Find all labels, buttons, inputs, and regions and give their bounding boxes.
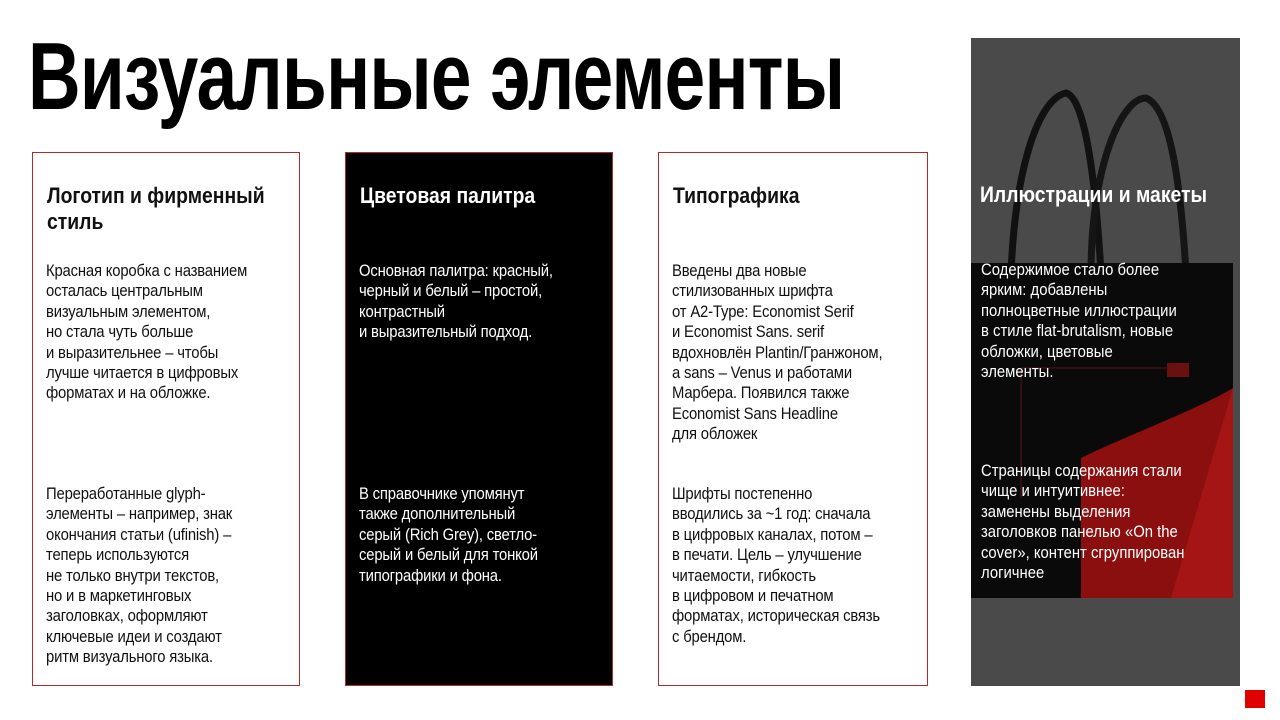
card-paragraph: Красная коробка с названием осталась центральным визуальным элементом, но стала чуть больше и выразительнее – чтобы лучше читается в цифровых форматах и на обложке. xyxy=(46,262,248,403)
card-color-palette xyxy=(345,152,613,686)
card-paragraph: Введены два новые стилизованных шрифта от A2-Type: Economist Serif и Economist Sans. serif вдохновлён Plantin/Гранжоном, a sans – Venus и работами Марбера. Появился также Economist Sans Headline для обложек xyxy=(672,262,883,444)
card-paragraph: Основная палитра: красный, черный и белый – простой, контрастный и выразительный подход. xyxy=(359,262,553,342)
slide-title: Визуальные элементы xyxy=(28,23,845,130)
card-heading: Цветовая палитра xyxy=(360,183,536,208)
accent-square xyxy=(1245,690,1265,708)
card-illustrations-layouts xyxy=(971,38,1240,686)
card-paragraph: Содержимое стало более ярким: добавлены полноцветные иллюстрации в стиле flat-brutalism, новые обложки, цветовые элементы. xyxy=(981,261,1177,382)
card-paragraph: Страницы содержания стали чище и интуитивнее: заменены выделения заголовков панелью «On the cover», контент сгруппирован логичнее xyxy=(981,462,1185,583)
card-heading: Типографика xyxy=(673,183,800,208)
card-paragraph: В справочнике упомянут также дополнительный серый (Rich Grey), светло- серый и белый для тонкой типографики и фона. xyxy=(359,485,538,585)
card-heading: Логотип и фирменный стиль xyxy=(47,183,265,234)
card-paragraph: Шрифты постепенно вводились за ~1 год: сначала в цифровых каналах, потом – в печати. Цель – улучшение читаемости, гибкость в цифровом и печатном форматах, историческая связь с брендом. xyxy=(672,485,880,646)
card-logo-style xyxy=(32,152,300,686)
card-typography xyxy=(658,152,928,686)
card-paragraph: Переработанные glyph- элементы – например, знак окончания статьи (ufinish) – теперь используются не только внутри текстов, но и в маркетинговых заголовках, оформляют ключевые идеи и создают ритм визуального языка. xyxy=(46,485,233,667)
card-heading: Иллюстрации и макеты xyxy=(980,182,1208,207)
